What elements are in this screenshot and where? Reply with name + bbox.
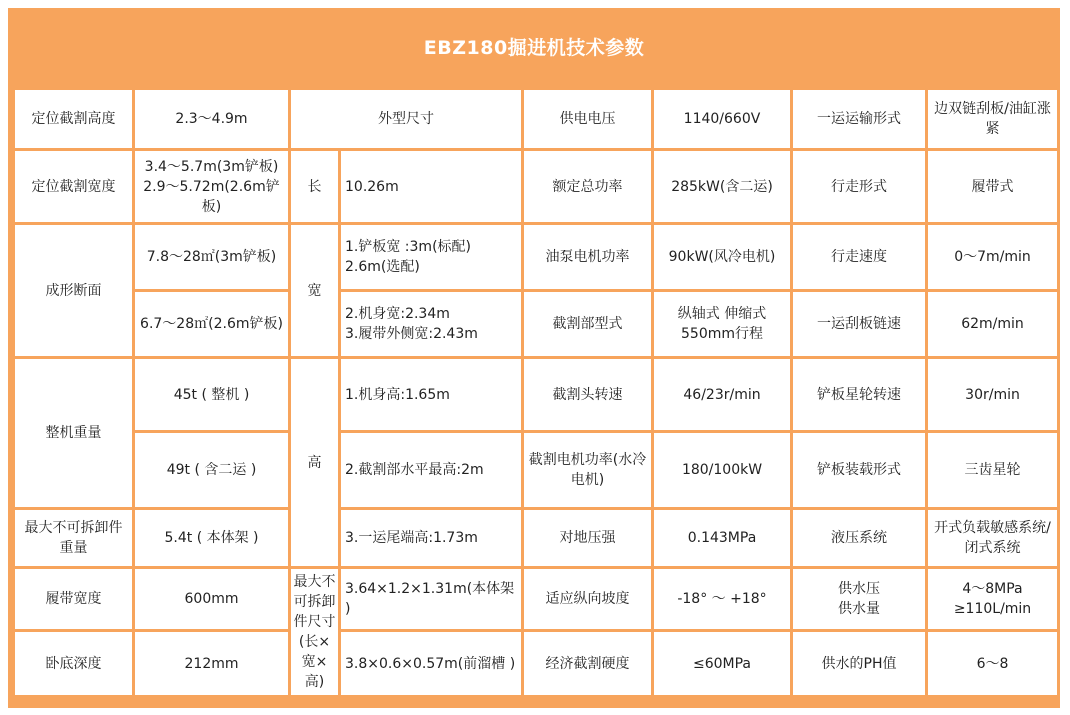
param-label: 截割头转速 xyxy=(524,359,651,430)
param-value: 开式负载敏感系统/闭式系统 xyxy=(928,510,1057,566)
table-row xyxy=(15,90,1057,148)
table-row xyxy=(15,359,1057,430)
param-value: 履带式 xyxy=(928,151,1057,222)
param-label: 履带宽度 xyxy=(15,569,132,629)
table-row xyxy=(15,292,1057,356)
param-label: 供电电压 xyxy=(524,90,651,148)
param-value: 2.3～4.9m xyxy=(135,90,288,148)
param-label: 一运刮板链速 xyxy=(793,292,925,356)
param-label: 截割电机功率(水冷电机) xyxy=(524,433,651,507)
param-value: 30r/min xyxy=(928,359,1057,430)
page-title: EBZ180掘进机技术参数 xyxy=(423,36,645,59)
table-row xyxy=(15,510,1057,566)
param-value: 三齿星轮 xyxy=(928,433,1057,507)
table-row xyxy=(15,151,1057,222)
param-label: 卧底深度 xyxy=(15,632,132,695)
param-label: 铲板星轮转速 xyxy=(793,359,925,430)
param-label: 成形断面 xyxy=(15,225,132,356)
param-value: 0.143MPa xyxy=(654,510,790,566)
param-value: 6～8 xyxy=(928,632,1057,695)
dimension-label: 最大不可拆卸件尺寸(长×宽×高) xyxy=(291,569,338,695)
param-label: 定位截割宽度 xyxy=(15,151,132,222)
dimension-value: 3.64×1.2×1.31m(本体架 ) xyxy=(341,569,521,629)
table-row xyxy=(15,632,1057,695)
param-label: 行走形式 xyxy=(793,151,925,222)
param-label: 供水压 供水量 xyxy=(793,569,925,629)
param-value: 纵轴式 伸缩式 550mm行程 xyxy=(654,292,790,356)
param-label: 额定总功率 xyxy=(524,151,651,222)
dimension-value: 3.一运尾端高:1.73m xyxy=(341,510,521,566)
param-value: 0～7m/min xyxy=(928,225,1057,289)
table-row xyxy=(15,225,1057,289)
spec-table xyxy=(12,87,1060,698)
table-row xyxy=(15,433,1057,507)
param-value: 7.8～28㎡(3m铲板) xyxy=(135,225,288,289)
param-value: 180/100kW xyxy=(654,433,790,507)
param-value: 边双链刮板/油缸涨紧 xyxy=(928,90,1057,148)
param-label: 对地压强 xyxy=(524,510,651,566)
param-value: 6.7～28㎡(2.6m铲板) xyxy=(135,292,288,356)
param-label: 适应纵向坡度 xyxy=(524,569,651,629)
table-row xyxy=(15,569,1057,629)
param-label: 经济截割硬度 xyxy=(524,632,651,695)
dimension-value: 1.机身高:1.65m xyxy=(341,359,521,430)
param-value: 600mm xyxy=(135,569,288,629)
dimension-header: 外型尺寸 xyxy=(291,90,521,148)
param-label: 截割部型式 xyxy=(524,292,651,356)
param-label: 最大不可拆卸件重量 xyxy=(15,510,132,566)
param-value: 45t ( 整机 ) xyxy=(135,359,288,430)
param-label: 一运运输形式 xyxy=(793,90,925,148)
param-label: 行走速度 xyxy=(793,225,925,289)
param-value: 212mm xyxy=(135,632,288,695)
param-value: 285kW(含二运) xyxy=(654,151,790,222)
param-label: 整机重量 xyxy=(15,359,132,507)
param-value: 62m/min xyxy=(928,292,1057,356)
param-label: 供水的PH值 xyxy=(793,632,925,695)
param-label: 油泵电机功率 xyxy=(524,225,651,289)
param-value: 5.4t ( 本体架 ) xyxy=(135,510,288,566)
param-value: 3.4～5.7m(3m铲板) 2.9～5.72m(2.6m铲板) xyxy=(135,151,288,222)
param-label: 液压系统 xyxy=(793,510,925,566)
param-value: 49t ( 含二运 ) xyxy=(135,433,288,507)
dimension-value: 2.机身宽:2.34m 3.履带外侧宽:2.43m xyxy=(341,292,521,356)
param-value: ≤60MPa xyxy=(654,632,790,695)
dimension-value: 1.铲板宽 :3m(标配) 2.6m(选配) xyxy=(341,225,521,289)
param-value: 46/23r/min xyxy=(654,359,790,430)
dimension-label: 高 xyxy=(291,359,338,566)
param-label: 定位截割高度 xyxy=(15,90,132,148)
param-value: -18° ～ +18° xyxy=(654,569,790,629)
dimension-label: 长 xyxy=(291,151,338,222)
param-value: 1140/660V xyxy=(654,90,790,148)
dimension-value: 3.8×0.6×0.57m(前溜槽 ) xyxy=(341,632,521,695)
spec-sheet xyxy=(8,8,1060,708)
param-label: 铲板装载形式 xyxy=(793,433,925,507)
dimension-label: 宽 xyxy=(291,225,338,356)
dimension-value: 10.26m xyxy=(341,151,521,222)
dimension-value: 2.截割部水平最高:2m xyxy=(341,433,521,507)
param-value: 4～8MPa ≥110L/min xyxy=(928,569,1057,629)
param-value: 90kW(风冷电机) xyxy=(654,225,790,289)
